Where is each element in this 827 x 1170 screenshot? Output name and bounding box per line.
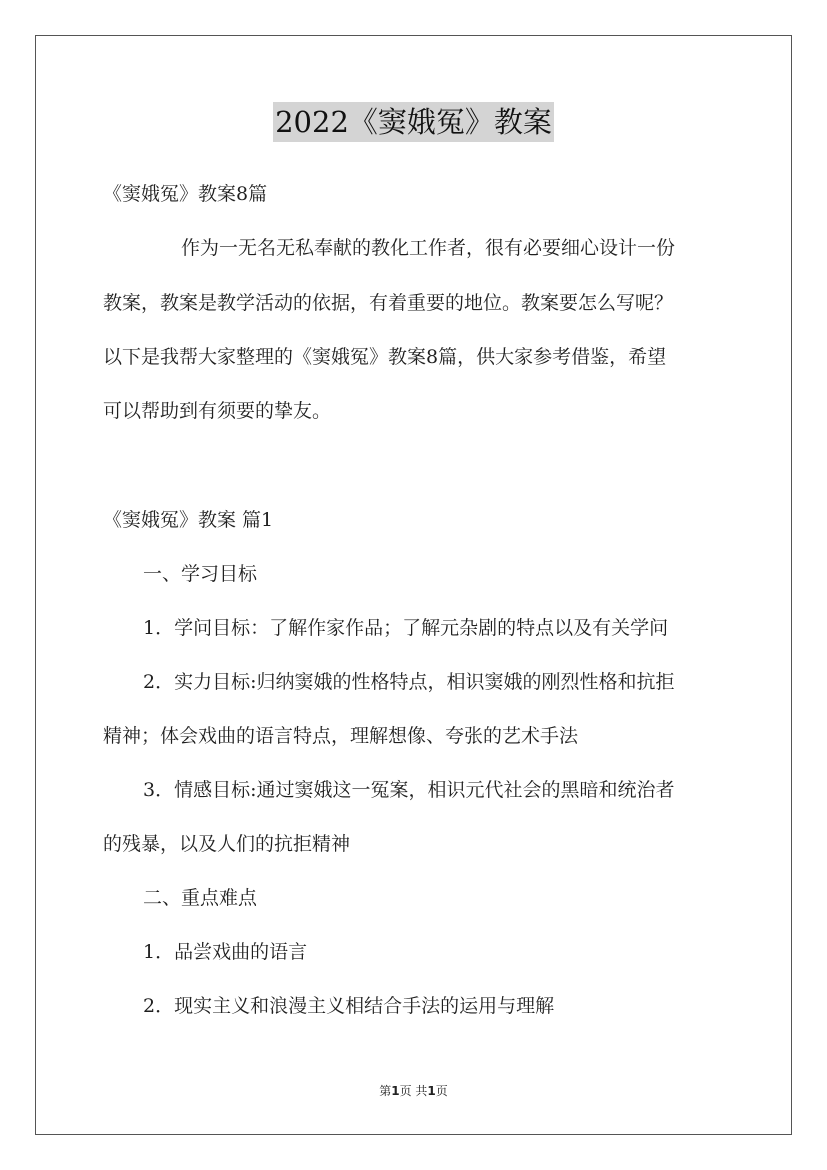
body-line-2: 1．学问目标：了解作家作品；了解元杂剧的特点以及有关学问: [143, 617, 669, 639]
footer-page-prefix: 第: [379, 1084, 392, 1098]
body-line-1: 一、学习目标: [143, 563, 258, 585]
footer-page-total: 1: [427, 1084, 436, 1098]
body-line-7: 二、重点难点: [143, 887, 258, 909]
intro-line-4: 可以帮助到有须要的挚友。: [103, 400, 332, 422]
footer-page-mid: 页 共: [399, 1084, 428, 1098]
footer-page-suffix: 页: [435, 1084, 448, 1098]
document-title: 2022《窦娥冤》教案: [273, 102, 554, 142]
body-line-8: 1．品尝戏曲的语言: [143, 941, 308, 963]
intro-line-1: 作为一无名无私奉献的教化工作者，很有必要细心设计一份: [181, 237, 676, 259]
body-line-5: 3．情感目标:通过窦娥这一冤案，相识元代社会的黑暗和统治者: [143, 779, 675, 801]
body-line-4: 精神；体会戏曲的语言特点，理解想像、夸张的艺术手法: [103, 725, 579, 747]
document-title-wrap: [0, 102, 827, 142]
body-line-6: 的残暴，以及人们的抗拒精神: [103, 833, 351, 855]
intro-line-2: 教案，教案是教学活动的依据，有着重要的地位。教案要怎么写呢？: [103, 292, 674, 314]
body-line-3: 2．实力目标:归纳窦娥的性格特点，相识窦娥的刚烈性格和抗拒: [143, 671, 675, 693]
footer-page-number: 1: [391, 1084, 400, 1098]
section-heading: 《窦娥冤》教案 篇1: [103, 509, 274, 531]
intro-line-3: 以下是我帮大家整理的《窦娥冤》教案8篇，供大家参考借鉴，希望: [103, 346, 667, 368]
page-footer: [0, 1082, 827, 1099]
document-subtitle: 《窦娥冤》教案8篇: [103, 183, 268, 205]
body-line-9: 2．现实主义和浪漫主义相结合手法的运用与理解: [143, 995, 555, 1017]
